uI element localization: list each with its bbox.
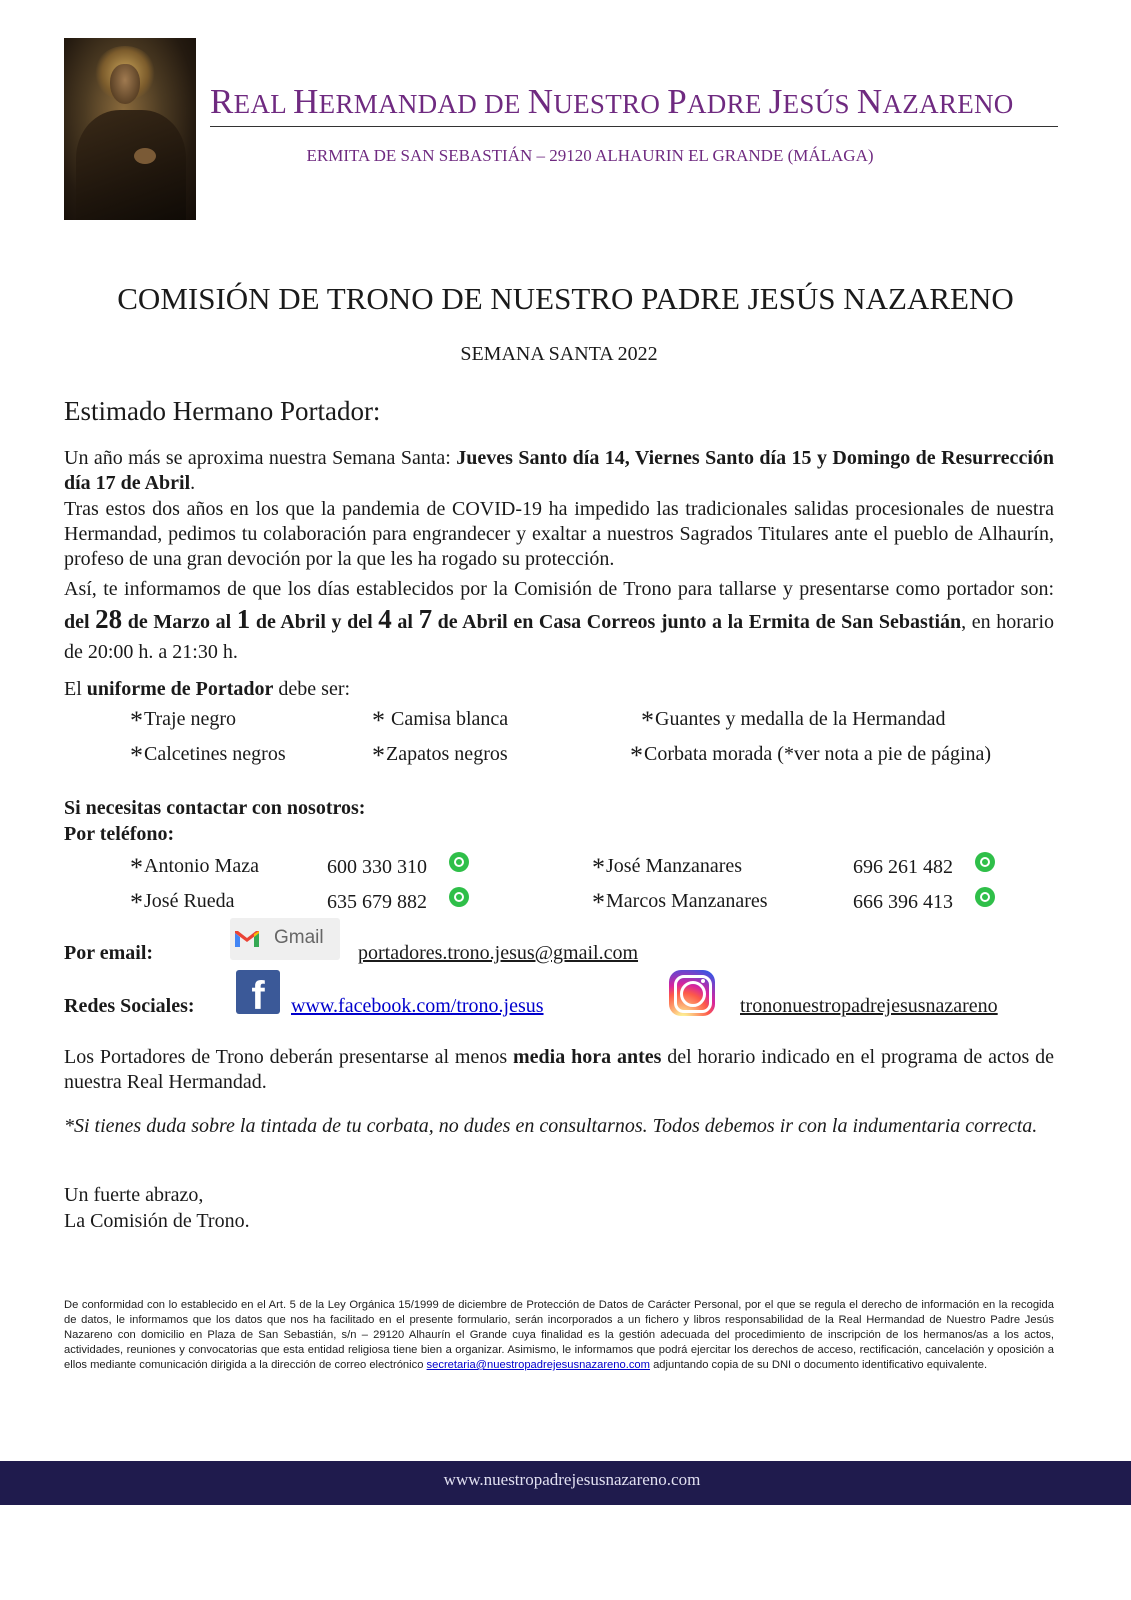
uniform-item: *Corbata morada (*ver nota a pie de página) bbox=[630, 741, 992, 770]
facebook-link[interactable]: www.facebook.com/trono.jesus bbox=[291, 995, 544, 1017]
instagram-handle-link[interactable]: trononuestropadrejesusnazareno bbox=[740, 995, 998, 1017]
organization-address: ERMITA DE SAN SEBASTIÁN – 29120 ALHAURIN EL GRANDE (MÁLAGA) bbox=[306, 146, 874, 165]
whatsapp-icon[interactable] bbox=[449, 887, 469, 907]
instagram-icon[interactable] bbox=[669, 970, 715, 1016]
email-label: Por email: bbox=[64, 942, 154, 964]
gmail-icon[interactable] bbox=[230, 918, 340, 960]
secretary-email-link[interactable]: secretaria@nuestropadrejesusnazareno.com bbox=[426, 1359, 650, 1371]
contact-phone[interactable]: 635 679 882 bbox=[327, 891, 427, 913]
schedule-paragraph: Así, te informamos de que los días establecidos por la Comisión de Trono para tallarse y presentarse como portador son: del 28 de Marzo al 1 de Abril y del 4 al 7 de Abril en Casa Correos junto a la Ermita de San Sebastián, en horario de 20:00 h. a 21:30 h. bbox=[64, 578, 1055, 663]
facebook-icon[interactable]: f bbox=[236, 970, 280, 1014]
contact-phone[interactable]: 666 396 413 bbox=[853, 891, 953, 913]
whatsapp-icon[interactable] bbox=[975, 887, 995, 907]
whatsapp-icon[interactable] bbox=[975, 852, 995, 872]
signature-line: La Comisión de Trono. bbox=[64, 1210, 250, 1232]
legal-notice: De conformidad con lo establecido en el Art. 5 de la Ley Orgánica 15/1999 de diciembre de Protección de Datos de Carácter Personal, por el que se regula el derecho de información en la recogida de datos, le informamos que los datos que nos ha facilitado en el presente formulario, serán incorporados a un fichero y libros responsabilidad de la Real Hermandad de Nuestro Padre Jesús Nazareno con domicilio en Plaza de San Sebastián, s/n – 29120 Alhaurín el Grande cuya finalidad es la gestión adecuada del procedimiento de inscripción de los hermanos/as a los actos, actividades, reuniones y convocatorias que esta entidad religiosa tiene bien a organizar. Asimismo, le informamos que podrá ejercitar los derechos de acceso, rectificación, cancelación y oposición a ellos mediante comunicación dirigida a la dirección de correo electrónico secretaria@nuestropadrejesusnazareno.com adjuntando copia de su DNI o documento identificativo equivalente. bbox=[64, 1299, 1054, 1371]
pandemic-paragraph: Tras estos dos años en los que la pandemia de COVID-19 ha impedido las tradicionales salidas procesionales de nuestra Hermandad, pedimos tu colaboración para engrandecer y exaltar a nuestros Sagrados Titulares ante el pueblo de Alhaurín, profeso de una gran devoción por la que les ha rogado su protección. bbox=[64, 498, 1054, 570]
header-divider bbox=[210, 126, 1058, 127]
closing bbox=[64, 1182, 250, 1234]
uniform-item: *Zapatos negros bbox=[372, 741, 508, 770]
uniform-item: *Guantes y medalla de la Hermandad bbox=[641, 706, 946, 735]
nazareno-portrait-image bbox=[64, 38, 196, 220]
uniform-intro: El uniforme de Portador debe ser: bbox=[64, 678, 351, 700]
whatsapp-icon[interactable] bbox=[449, 852, 469, 872]
event-subtitle: SEMANA SANTA 2022 bbox=[460, 343, 658, 365]
tie-footnote: *Si tienes duda sobre la tintada de tu corbata, no dudes en consultarnos. Todos debemos ir con la indumentaria correcta. bbox=[64, 1115, 1038, 1137]
email-link[interactable]: portadores.trono.jesus@gmail.com bbox=[358, 942, 639, 964]
contact-phone[interactable]: 696 261 482 bbox=[853, 856, 953, 878]
contact-heading: Si necesitas contactar con nosotros: bbox=[64, 797, 366, 819]
contact-name: *José Rueda bbox=[130, 888, 235, 917]
closing-line: Un fuerte abrazo, bbox=[64, 1184, 204, 1206]
gmail-logo-icon bbox=[234, 930, 260, 948]
uniform-item: *Traje negro bbox=[130, 706, 237, 735]
intro-paragraph: Un año más se aproxima nuestra Semana Santa: Jueves Santo día 14, Viernes Santo día 15 y Domingo de Resurrección día 17 de Abril. bbox=[64, 447, 1054, 494]
footer-website-link[interactable]: www.nuestropadrejesusnazareno.com bbox=[443, 1470, 701, 1489]
gmail-label: Gmail bbox=[274, 927, 324, 948]
phone-label: Por teléfono: bbox=[64, 823, 175, 845]
organization-name: REAL HERMANDAD DE NUESTRO PADRE JESÚS NAZARENO bbox=[210, 82, 1014, 121]
contact-phone[interactable]: 600 330 310 bbox=[327, 856, 427, 878]
contact-name: *José Manzanares bbox=[592, 853, 743, 882]
document-title: COMISIÓN DE TRONO DE NUESTRO PADRE JESÚS NAZARENO bbox=[117, 281, 1014, 316]
uniform-item: * Camisa blanca bbox=[372, 706, 509, 735]
greeting: Estimado Hermano Portador: bbox=[64, 396, 381, 426]
arrival-paragraph: Los Portadores de Trono deberán presentarse al menos media hora antes del horario indicado en el programa de actos de nuestra Real Hermandad. bbox=[64, 1046, 1054, 1093]
contact-name: *Marcos Manzanares bbox=[592, 888, 768, 917]
uniform-item: *Calcetines negros bbox=[130, 741, 286, 770]
contact-name: *Antonio Maza bbox=[130, 853, 259, 882]
social-label: Redes Sociales: bbox=[64, 995, 195, 1017]
